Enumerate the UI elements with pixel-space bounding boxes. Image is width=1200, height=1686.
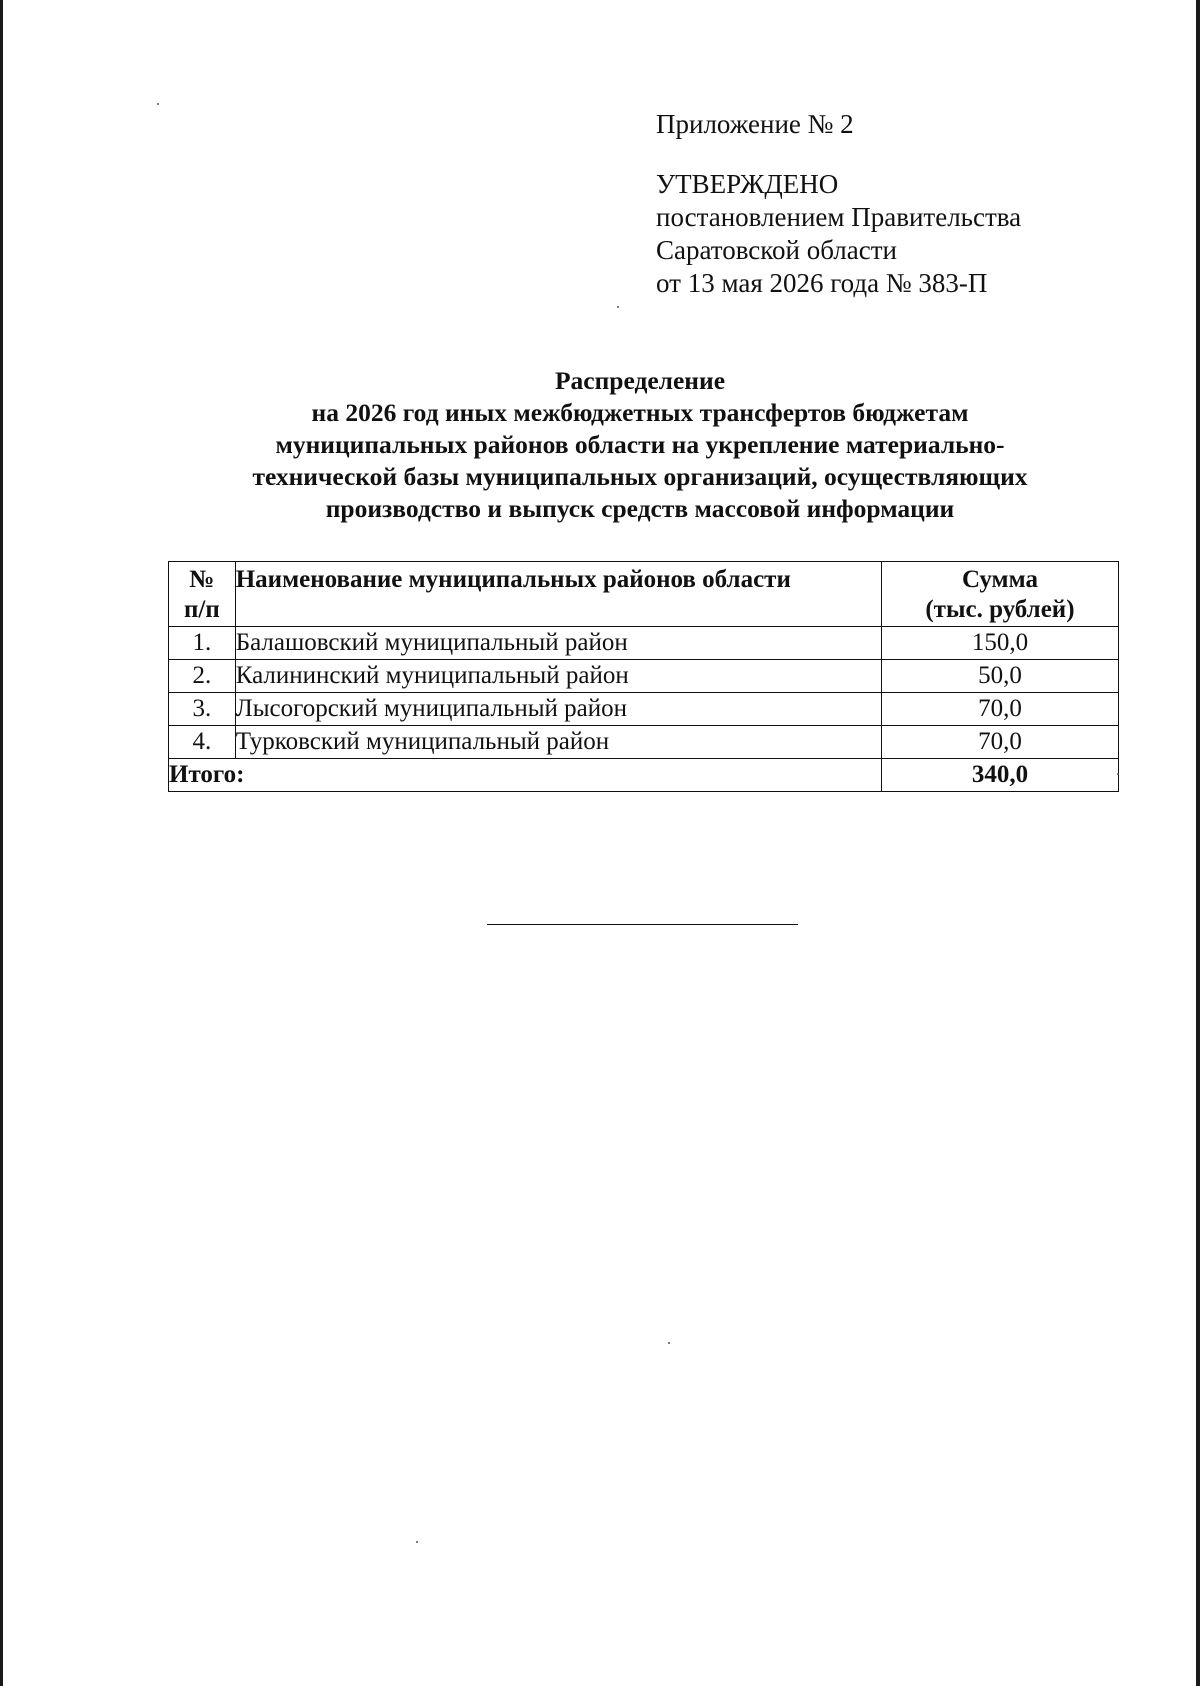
scan-speck	[416, 1541, 418, 1543]
title-line-4: технической базы муниципальных организаций, осуществляющих	[252, 462, 1028, 491]
header-sum-line-1: Сумма	[961, 566, 1038, 593]
page-border-right	[1196, 0, 1200, 1686]
row-district-name: Балашовский муниципальный район	[235, 627, 881, 660]
total-label: Итого:	[169, 759, 882, 792]
approved-stamp-text: УТВЕРЖДЕНО	[656, 169, 839, 199]
row-district-name: Лысогорский муниципальный район	[235, 693, 881, 726]
row-number: 2.	[169, 660, 236, 693]
decree-line-3: от 13 мая 2026 года № 383-П	[656, 268, 988, 298]
distribution-table	[168, 561, 1119, 792]
closing-divider-line	[487, 924, 798, 925]
row-district-name: Калининский муниципальный район	[235, 660, 881, 693]
approval-block	[656, 108, 1021, 300]
header-number	[169, 562, 236, 627]
table-row	[169, 627, 1119, 660]
table-header-row	[169, 562, 1119, 627]
row-number: 1.	[169, 627, 236, 660]
header-sum	[881, 562, 1118, 627]
document-title	[150, 365, 1130, 525]
title-line-5: производство и выпуск средств массовой информации	[325, 494, 955, 523]
header-sum-line-2: (тыс. рублей)	[925, 596, 1075, 623]
header-district-name-text: Наименование муниципальных районов области	[235, 566, 791, 593]
table-row	[169, 660, 1119, 693]
row-sum: 50,0	[881, 660, 1118, 693]
title-line-3: муниципальных районов области на укрепление материально-	[275, 430, 1005, 459]
row-sum: 150,0	[881, 627, 1118, 660]
title-line-2: на 2026 год иных межбюджетных трансфертов бюджетам	[311, 398, 969, 427]
decree-line-1: постановлением Правительства	[656, 202, 1022, 232]
row-number: 3.	[169, 693, 236, 726]
appendix-number: Приложение № 2	[656, 109, 854, 139]
header-number-line-2: п/п	[183, 596, 220, 623]
scan-speck	[1117, 773, 1119, 775]
header-number-line-1: №	[189, 566, 215, 593]
header-district-name	[235, 562, 881, 627]
row-sum: 70,0	[881, 726, 1118, 759]
scan-speck	[668, 1342, 670, 1344]
row-sum: 70,0	[881, 693, 1118, 726]
scan-speck	[157, 103, 159, 105]
table-row	[169, 726, 1119, 759]
page-border-left	[0, 0, 3, 1686]
row-district-name: Турковский муниципальный район	[235, 726, 881, 759]
table-row	[169, 693, 1119, 726]
scan-speck	[617, 306, 619, 308]
total-row	[169, 759, 1119, 792]
decree-line-2: Саратовской области	[656, 235, 897, 265]
title-line-1: Распределение	[554, 366, 726, 395]
total-sum: 340,0	[881, 759, 1118, 792]
row-number: 4.	[169, 726, 236, 759]
